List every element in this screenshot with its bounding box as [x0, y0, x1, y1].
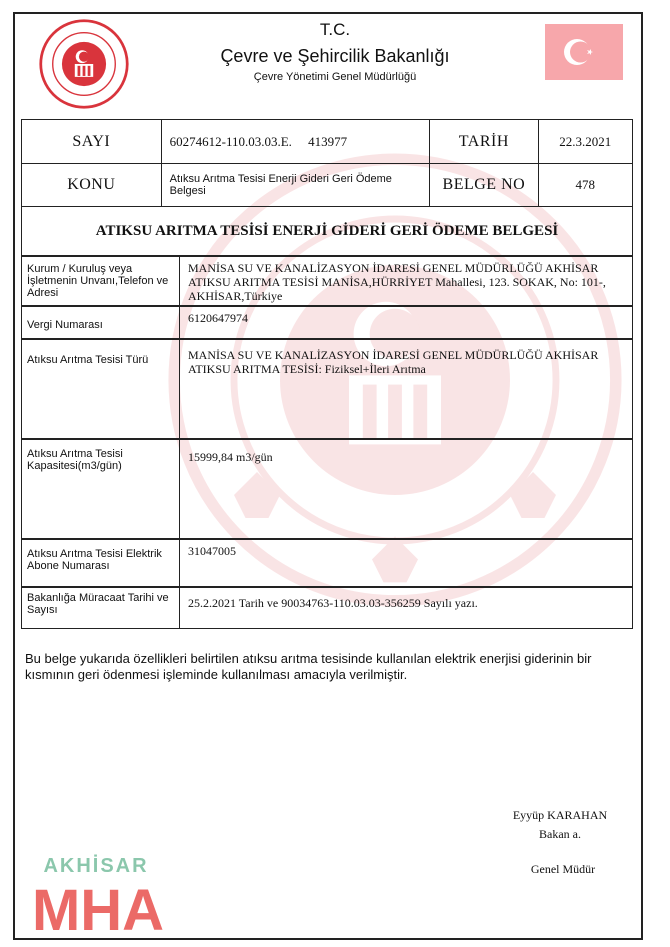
sayi-number: 413977: [308, 133, 348, 149]
crescent-star-icon: [545, 24, 623, 80]
signature-name: Eyyüp KARAHAN: [512, 808, 608, 822]
header-line-2: Çevre ve Şehircilik Bakanlığı: [220, 46, 450, 66]
row-tur: [21, 339, 633, 439]
meta-table: [21, 119, 633, 207]
row-vergi: [21, 306, 633, 339]
sayi-value: [161, 120, 430, 164]
row-kapasite-value: 15999,84 m3/gün: [188, 450, 273, 464]
tarih-value: 22.3.2021: [538, 120, 633, 164]
body-paragraph: Bu belge yukarıda özellikleri belirtilen atıksu arıtma tesisinde kullanılan elektrik enerjisi giderinin bir kısmının geri ödenmesi işleminde kullanılması amacıyla verilmiştir.: [25, 651, 592, 682]
row-kapasite-key: Atıksu Arıtma Tesisi Kapasitesi(m3/gün): [22, 440, 180, 538]
tarih-label: TARİH: [430, 120, 538, 164]
document-title: ATIKSU ARITMA TESİSİ ENERJİ GİDERİ GERİ ÖDEME BELGESİ: [21, 206, 633, 256]
row-abone-value: 31047005: [188, 544, 236, 558]
konu-value: Atıksu Arıtma Tesisi Enerji Gideri Geri Ödeme Belgesi: [161, 164, 430, 207]
row-kurum: [21, 256, 633, 306]
row-vergi-value: 6120647974: [188, 311, 248, 325]
ministry-logo: [38, 18, 130, 110]
mha-logo: [18, 848, 178, 938]
row-kurum-key: Kurum / Kuruluş veya İşletmenin Unvanı,Telefon ve Adresi: [22, 257, 180, 305]
row-tur-value: MANİSA SU VE KANALİZASYON İDARESİ GENEL MÜDÜRLÜĞÜ AKHİSAR ATIKSU ARITMA TESİSİ: Fiziksel+İleri Arıtma: [188, 348, 599, 376]
row-muracaat: [21, 587, 633, 629]
konu-label: KONU: [22, 164, 162, 207]
turkish-flag: [545, 24, 623, 80]
sayi-code: 60274612-110.03.03.E.: [169, 133, 292, 149]
belge-no-value: 478: [538, 164, 633, 207]
mha-main-text: MHA: [31, 878, 165, 938]
row-abone: [21, 539, 633, 587]
belge-no-label: BELGE NO: [430, 164, 538, 207]
row-kurum-value: MANİSA SU VE KANALİZASYON İDARESİ GENEL MÜDÜRLÜĞÜ AKHİSAR ATIKSU ARITMA TESİSİ MANİSA,HÜRRİYET Mahallesi, 123. SOKAK, No: 101-, AKHİSAR,Türkiye: [188, 261, 606, 303]
row-muracaat-key: Bakanlığa Müracaat Tarihi ve Sayısı: [22, 588, 180, 628]
mha-top-text: AKHİSAR: [43, 855, 149, 877]
signature-title-2: Genel Müdür: [530, 862, 596, 876]
header-line-3: Çevre Yönetimi Genel Müdürlüğü: [253, 71, 417, 83]
row-abone-key: Atıksu Arıtma Tesisi Elektrik Abone Numarası: [22, 540, 180, 586]
sayi-label: SAYI: [22, 120, 162, 164]
signature-title-1: Bakan a.: [539, 827, 581, 841]
row-vergi-key: Vergi Numarası: [22, 307, 180, 338]
row-kapasite: [21, 439, 633, 539]
row-tur-key: Atıksu Arıtma Tesisi Türü: [22, 340, 180, 438]
header-line-1: T.C.: [319, 20, 351, 39]
row-muracaat-value: 25.2.2021 Tarih ve 90034763-110.03.03-356259 Sayılı yazı.: [188, 596, 478, 610]
